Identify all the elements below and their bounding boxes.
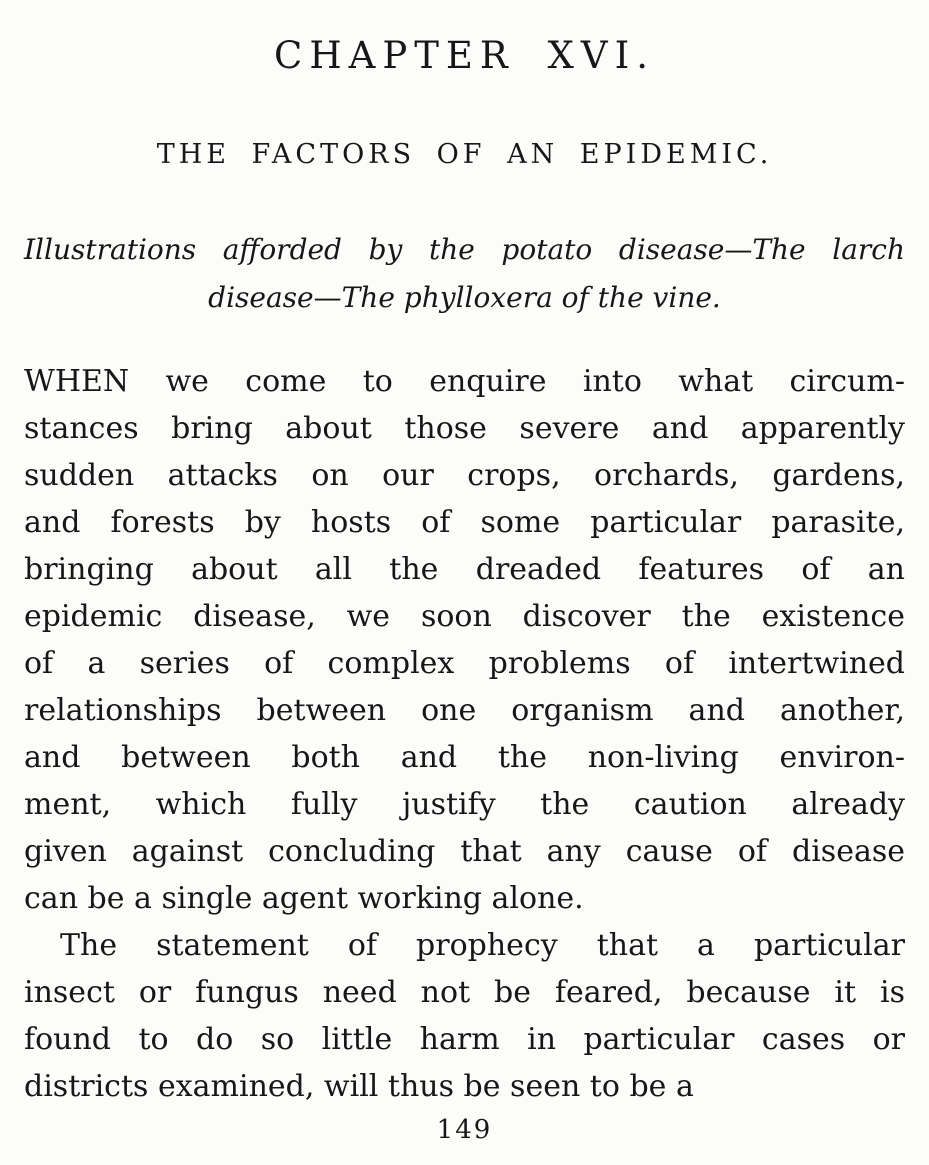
epigraph-line: disease—The phylloxera of the vine. — [208, 281, 721, 314]
body-text — [24, 358, 905, 1110]
epigraph — [24, 226, 905, 322]
text-line: and forests by hosts of some particular parasite, — [24, 505, 905, 540]
text-line: districts examined, will thus be seen to be a — [24, 1069, 694, 1104]
epigraph-line: Illustrations afforded by the potato disease—The larch — [24, 233, 905, 266]
paragraph — [24, 358, 905, 922]
text-line: The statement of prophecy that a particular — [60, 928, 905, 963]
text-line: stances bring about those severe and apparently — [24, 411, 905, 446]
section-title: THE FACTORS OF AN EPIDEMIC. — [156, 139, 773, 170]
text-line: bringing about all the dreaded features of an — [24, 552, 905, 587]
text-line: can be a single agent working alone. — [24, 881, 584, 916]
text-line: of a series of complex problems of intertwined — [24, 646, 905, 681]
text-line: and between both and the non-living environ- — [24, 740, 905, 775]
chapter-heading: CHAPTER XVI. — [274, 34, 655, 77]
text-line: sudden attacks on our crops, orchards, gardens, — [24, 458, 905, 493]
text-line: relationships between one organism and another, — [24, 693, 905, 728]
page-number: 149 — [436, 1115, 493, 1145]
paragraph — [24, 922, 905, 1110]
text-line: found to do so little harm in particular cases or — [24, 1022, 905, 1057]
text-line: given against concluding that any cause of disease — [24, 834, 905, 869]
text-line: WHEN we come to enquire into what circum- — [24, 364, 905, 399]
text-line: epidemic disease, we soon discover the existence — [24, 599, 905, 634]
text-line: insect or fungus need not be feared, because it is — [24, 975, 905, 1010]
text-line: ment, which fully justify the caution already — [24, 787, 905, 822]
